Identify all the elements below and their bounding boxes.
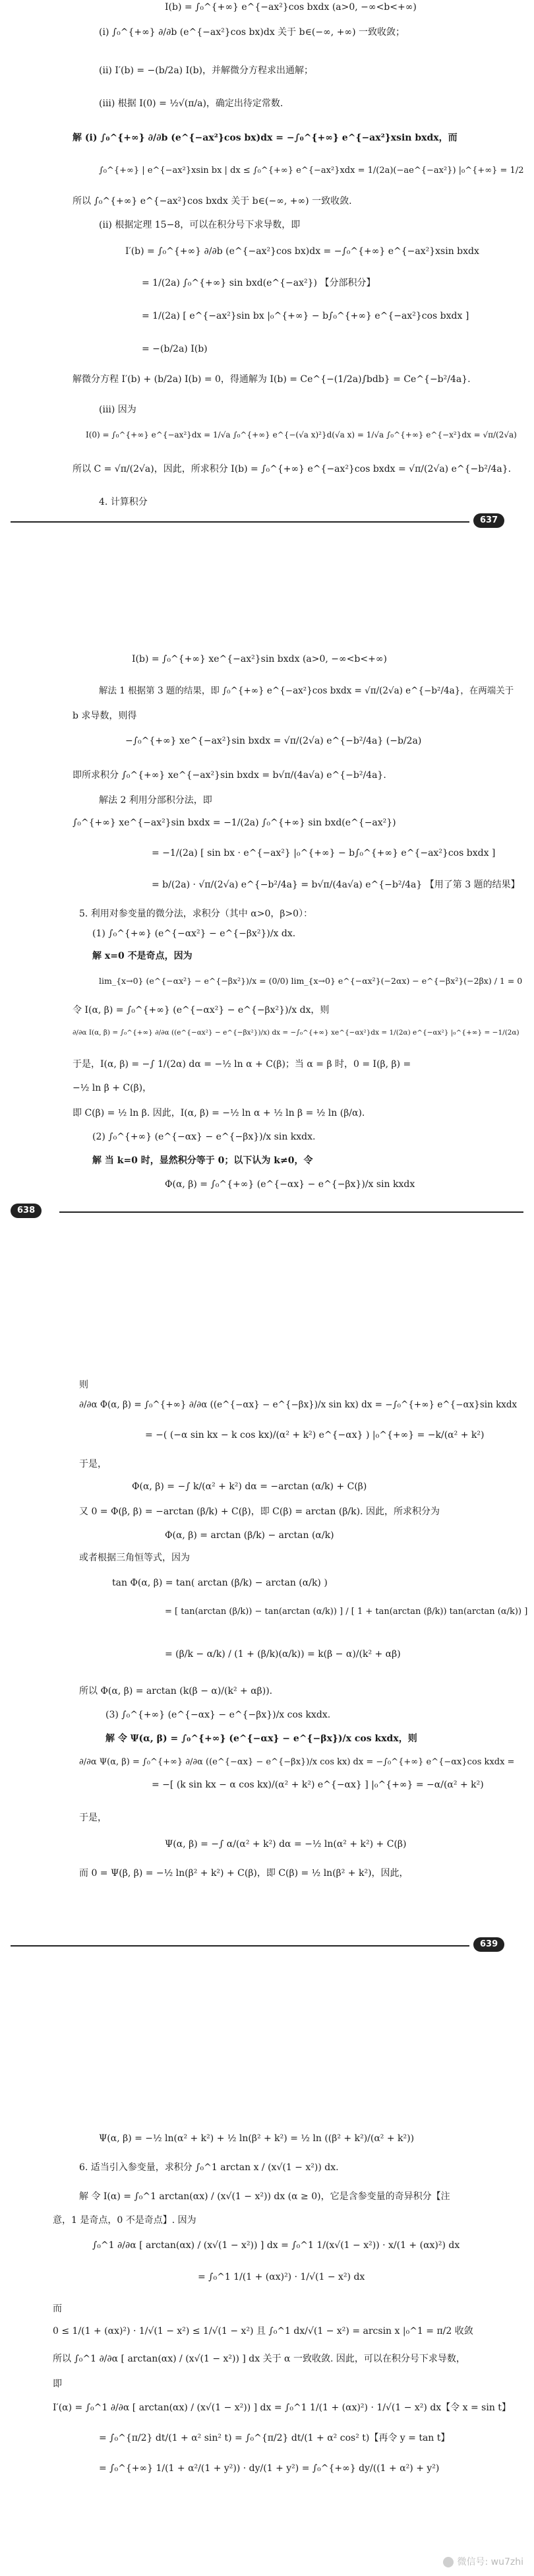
text-line: I′(b) = ∫₀^{+∞} ∂/∂b (e^{−ax²}cos bx)dx = −∫₀^{+∞} e^{−ax²}xsin bxdx bbox=[125, 246, 479, 257]
text-line: Ψ(α, β) = −∫ α/(α² + k²) dα = −½ ln(α² + k²) + C(β) bbox=[165, 1839, 407, 1850]
text-line: ∫₀^{+∞} xe^{−ax²}sin bxdx = −1/(2a) ∫₀^{+∞} sin bxd(e^{−ax²}) bbox=[73, 818, 396, 828]
text-line: 6. 适当引入参变量，求积分 ∫₀^1 arctan x / (x√(1 − x²)) dx. bbox=[79, 2162, 339, 2173]
text-line: −∫₀^{+∞} xe^{−ax²}sin bxdx = √π/(2√a) e^{−b²/4a} (−b/2a) bbox=[125, 736, 422, 746]
text-line: 解微分方程 I′(b) + (b/2a) I(b) = 0，得通解为 I(b) = Ce^{−(1/2a)∫bdb} = Ce^{−b²/4a}. bbox=[73, 374, 471, 385]
page-number: 637 bbox=[473, 513, 504, 528]
text-line: = 1/(2a) ∫₀^{+∞} sin bxd(e^{−ax²}) 【分部积分】 bbox=[142, 278, 376, 288]
text-line: ∫₀^{+∞} | e^{−ax²}xsin bx | dx ≤ ∫₀^{+∞} e^{−ax²}xdx = 1/(2a)(−ae^{−ax²}) |₀^{+∞} = 1/2 bbox=[99, 166, 524, 176]
text-line: (ii) I′(b) = −(b/2a) I(b)，并解微分方程求出通解； bbox=[99, 65, 314, 76]
text-line: 则 bbox=[79, 1380, 88, 1390]
text-line: (iii) 因为 bbox=[99, 404, 136, 415]
text-line: Ψ(α, β) = −½ ln(α² + k²) + ½ ln(β² + k²) = ½ ln ((β² + k²)/(α² + k²)) bbox=[99, 2133, 415, 2144]
text-line: 于是，I(α, β) = −∫ 1/(2α) dα = −½ ln α + C(β)；当 α = β 时，0 = I(β, β) = bbox=[73, 1059, 411, 1070]
text-line: I(b) = ∫₀^{+∞} xe^{−ax²}sin bxdx (a>0, −∞<b<+∞) bbox=[132, 654, 387, 664]
text-line: (1) ∫₀^{+∞} (e^{−αx²} − e^{−βx²})/x dx. bbox=[92, 928, 296, 939]
text-line: = [ tan(arctan (β/k)) − tan(arctan (α/k)) ] / [ 1 + tan(arctan (β/k)) tan(arctan (α/k)) ] bbox=[165, 1607, 528, 1617]
text-line: 所以 C = √π/(2√a)，因此，所求积分 I(b) = ∫₀^{+∞} e^{−ax²}cos bxdx = √π/(2√a) e^{−b²/4a}. bbox=[73, 464, 512, 474]
text-line: = 1/(2a) [ e^{−ax²}sin bx |₀^{+∞} − b∫₀^{+∞} e^{−ax²}cos bxdx ] bbox=[142, 311, 469, 321]
text-line: 4. 计算积分 bbox=[99, 497, 148, 507]
text-line: 意，1 是奇点，0 不是奇点】. 因为 bbox=[53, 2215, 196, 2226]
text-line: = −1/(2a) [ sin bx · e^{−ax²} |₀^{+∞} − b∫₀^{+∞} e^{−ax²}cos bxdx ] bbox=[152, 848, 496, 858]
text-line: = ∫₀^{+∞} 1/(1 + α²/(1 + y²)) · dy/(1 + y²) = ∫₀^{+∞} dy/((1 + α²) + y²) bbox=[99, 2463, 440, 2474]
text-line: b 求导数，则得 bbox=[73, 711, 137, 721]
text-line: ∂/∂α Ψ(α, β) = ∫₀^{+∞} ∂/∂α ((e^{−αx} − e^{−βx})/x cos kx) dx = −∫₀^{+∞} e^{−αx}cos kxdx = bbox=[79, 1757, 515, 1767]
text-line: 而 0 = Ψ(β, β) = −½ ln(β² + k²) + C(β)，即 C(β) = ½ ln(β² + k²)，因此， bbox=[79, 1868, 409, 1879]
text-line: = ∫₀^{π/2} dt/(1 + α² sin² t) = ∫₀^{π/2} dt/(1 + α² cos² t)【再令 y = tan t】 bbox=[99, 2433, 450, 2443]
watermark bbox=[443, 2555, 523, 2568]
page-640 bbox=[0, 1986, 534, 2576]
text-line: Φ(α, β) = ∫₀^{+∞} (e^{−αx} − e^{−βx})/x sin kxdx bbox=[165, 1179, 415, 1190]
text-line: 所以 Φ(α, β) = arctan (k(β − α)/(k² + αβ)). bbox=[79, 1686, 273, 1696]
text-line: (iii) 根据 I(0) = ½√(π/a)，确定出待定常数. bbox=[99, 98, 283, 109]
text-line: 即 C(β) = ½ ln β. 因此，I(α, β) = −½ ln α + ½ ln β = ½ ln (β/α). bbox=[73, 1108, 365, 1118]
text-line: 解 x=0 不是奇点，因为 bbox=[92, 951, 193, 961]
text-line: 5. 利用对参变量的微分法，求积分（其中 α>0，β>0）： bbox=[79, 909, 313, 919]
wechat-icon bbox=[443, 2557, 454, 2567]
text-line: ∫₀^1 ∂/∂α [ arctan(αx) / (x√(1 − x²)) ] dx = ∫₀^1 1/(x√(1 − x²)) · x/(1 + (αx)²) dx bbox=[92, 2240, 460, 2251]
text-line: = b/(2a) · √π/(2√a) e^{−b²/4a} = b√π/(4a√a) e^{−b²/4a} 【用了第 3 题的结果】 bbox=[152, 880, 520, 890]
text-line: 于是， bbox=[79, 1459, 107, 1469]
text-line: lim_{x→0} (e^{−αx²} − e^{−βx²})/x = (0/0) lim_{x→0} e^{−αx²}(−2αx) − e^{−βx²}(−2βx) / 1 = 0 bbox=[99, 976, 523, 986]
page-638 bbox=[0, 581, 534, 1300]
text-line: 或者根据三角恒等式，因为 bbox=[79, 1553, 190, 1563]
text-line: 即所求积分 ∫₀^{+∞} xe^{−ax²}sin bxdx = b√π/(4a√a) e^{−b²/4a}. bbox=[73, 770, 386, 781]
text-line: = −(b/2a) I(b) bbox=[142, 344, 208, 354]
text-line: 于是， bbox=[79, 1813, 107, 1823]
page-639 bbox=[0, 1300, 534, 1986]
text-line: (ii) 根据定理 15−8，可以在积分号下求导数，即 bbox=[99, 220, 301, 230]
text-line: Φ(α, β) = −∫ k/(α² + k²) dα = −arctan (α/k) + C(β) bbox=[132, 1481, 367, 1492]
text-line: 解 (i) ∫₀^{+∞} ∂/∂b (e^{−ax²}cos bx)dx = −∫₀^{+∞} e^{−ax²}xsin bxdx，而 bbox=[73, 133, 458, 143]
text-line: 解 令 I(α) = ∫₀^1 arctan(αx) / (x√(1 − x²)) dx (α ≥ 0)，它是含参变量的奇异积分【注 bbox=[79, 2191, 450, 2202]
text-line: (i) ∫₀^{+∞} ∂/∂b (e^{−ax²}cos bx)dx 关于 b∈(−∞, +∞) 一致收敛； bbox=[99, 27, 405, 38]
text-line: ∂/∂α I(α, β) = ∫₀^{+∞} ∂/∂α ((e^{−αx²} − e^{−βx²})/x) dx = −∫₀^{+∞} xe^{−αx²}dx = 1/(2α) e^{−αx²} |₀^{+∞} = −1/(2α) bbox=[73, 1029, 519, 1037]
footer-rule bbox=[11, 521, 469, 523]
text-line: = −[ (k sin kx − α cos kx)/(α² + k²) e^{−αx} ] |₀^{+∞} = −α/(α² + k²) bbox=[152, 1780, 484, 1790]
text-line: 令 I(α, β) = ∫₀^{+∞} (e^{−αx²} − e^{−βx²})/x dx，则 bbox=[73, 1005, 330, 1015]
text-line: I(b) = ∫₀^{+∞} e^{−ax²}cos bxdx (a>0, −∞<b<+∞) bbox=[165, 2, 417, 13]
text-line: 解法 1 根据第 3 题的结果，即 ∫₀^{+∞} e^{−ax²}cos bxdx = √π/(2√a) e^{−b²/4a}，在两端关于 bbox=[99, 686, 514, 696]
text-line: = (β/k − α/k) / (1 + (β/k)(α/k)) = k(β − α)/(k² + αβ) bbox=[165, 1649, 401, 1659]
text-line: (2) ∫₀^{+∞} (e^{−αx} − e^{−βx})/x sin kxdx. bbox=[92, 1132, 316, 1142]
text-line: tan Φ(α, β) = tan( arctan (β/k) − arctan (α/k) ) bbox=[112, 1578, 328, 1588]
text-line: (3) ∫₀^{+∞} (e^{−αx} − e^{−βx})/x cos kxdx. bbox=[105, 1710, 331, 1720]
text-line: 即 bbox=[53, 2379, 62, 2389]
text-line: 而 bbox=[53, 2303, 62, 2314]
text-line: 解法 2 利用分部积分法，即 bbox=[99, 795, 212, 806]
page-number: 639 bbox=[473, 1937, 504, 1952]
text-line: 解 当 k=0 时，显然积分等于 0；以下认为 k≠0，令 bbox=[92, 1155, 313, 1166]
text-line: ∂/∂α Φ(α, β) = ∫₀^{+∞} ∂/∂α ((e^{−αx} − e^{−βx})/x sin kx) dx = −∫₀^{+∞} e^{−αx}sin kxdx bbox=[79, 1400, 518, 1410]
text-line: I(0) = ∫₀^{+∞} e^{−ax²}dx = 1/√a ∫₀^{+∞} e^{−(√a x)²}d(√a x) = 1/√a ∫₀^{+∞} e^{−x²}dx = √π/(2√a) bbox=[86, 430, 517, 439]
text-line: 0 ≤ 1/(1 + (αx)²) · 1/√(1 − x²) ≤ 1/√(1 − x²) 且 ∫₀^1 dx/√(1 − x²) = arcsin x |₀^1 = π/2 收敛 bbox=[53, 2326, 473, 2336]
text-line: 所以 ∫₀^1 ∂/∂α [ arctan(αx) / (x√(1 − x²)) ] dx 关于 α 一致收敛. 因此，可以在积分号下求导数， bbox=[53, 2354, 465, 2364]
page-637 bbox=[0, 0, 534, 581]
text-line: I′(α) = ∫₀^1 ∂/∂α [ arctan(αx) / (x√(1 − x²)) ] dx = ∫₀^1 1/(1 + (αx)²) · 1/√(1 − x²) dx【令 x = sin t】 bbox=[53, 2402, 511, 2413]
page-number: 638 bbox=[11, 1204, 42, 1218]
footer-rule bbox=[59, 1211, 523, 1213]
watermark-text: 微信号: wu7zhi bbox=[457, 2557, 523, 2567]
text-line: = ∫₀^1 1/(1 + (αx)²) · 1/√(1 − x²) dx bbox=[198, 2272, 365, 2282]
text-line: 解 令 Ψ(α, β) = ∫₀^{+∞} (e^{−αx} − e^{−βx})/x cos kxdx，则 bbox=[105, 1733, 417, 1744]
text-line: = −( (−α sin kx − k cos kx)/(α² + k²) e^{−αx} ) |₀^{+∞} = −k/(α² + k²) bbox=[145, 1430, 485, 1440]
text-line: 又 0 = Φ(β, β) = −arctan (β/k) + C(β)，即 C(β) = arctan (β/k). 因此，所求积分为 bbox=[79, 1506, 440, 1517]
footer-rule bbox=[11, 1945, 469, 1947]
text-line: Φ(α, β) = arctan (β/k) − arctan (α/k) bbox=[165, 1530, 334, 1541]
text-line: −½ ln β + C(β)， bbox=[73, 1083, 152, 1093]
text-line: 所以 ∫₀^{+∞} e^{−ax²}cos bxdx 关于 b∈(−∞, +∞) 一致收敛. bbox=[73, 196, 352, 207]
